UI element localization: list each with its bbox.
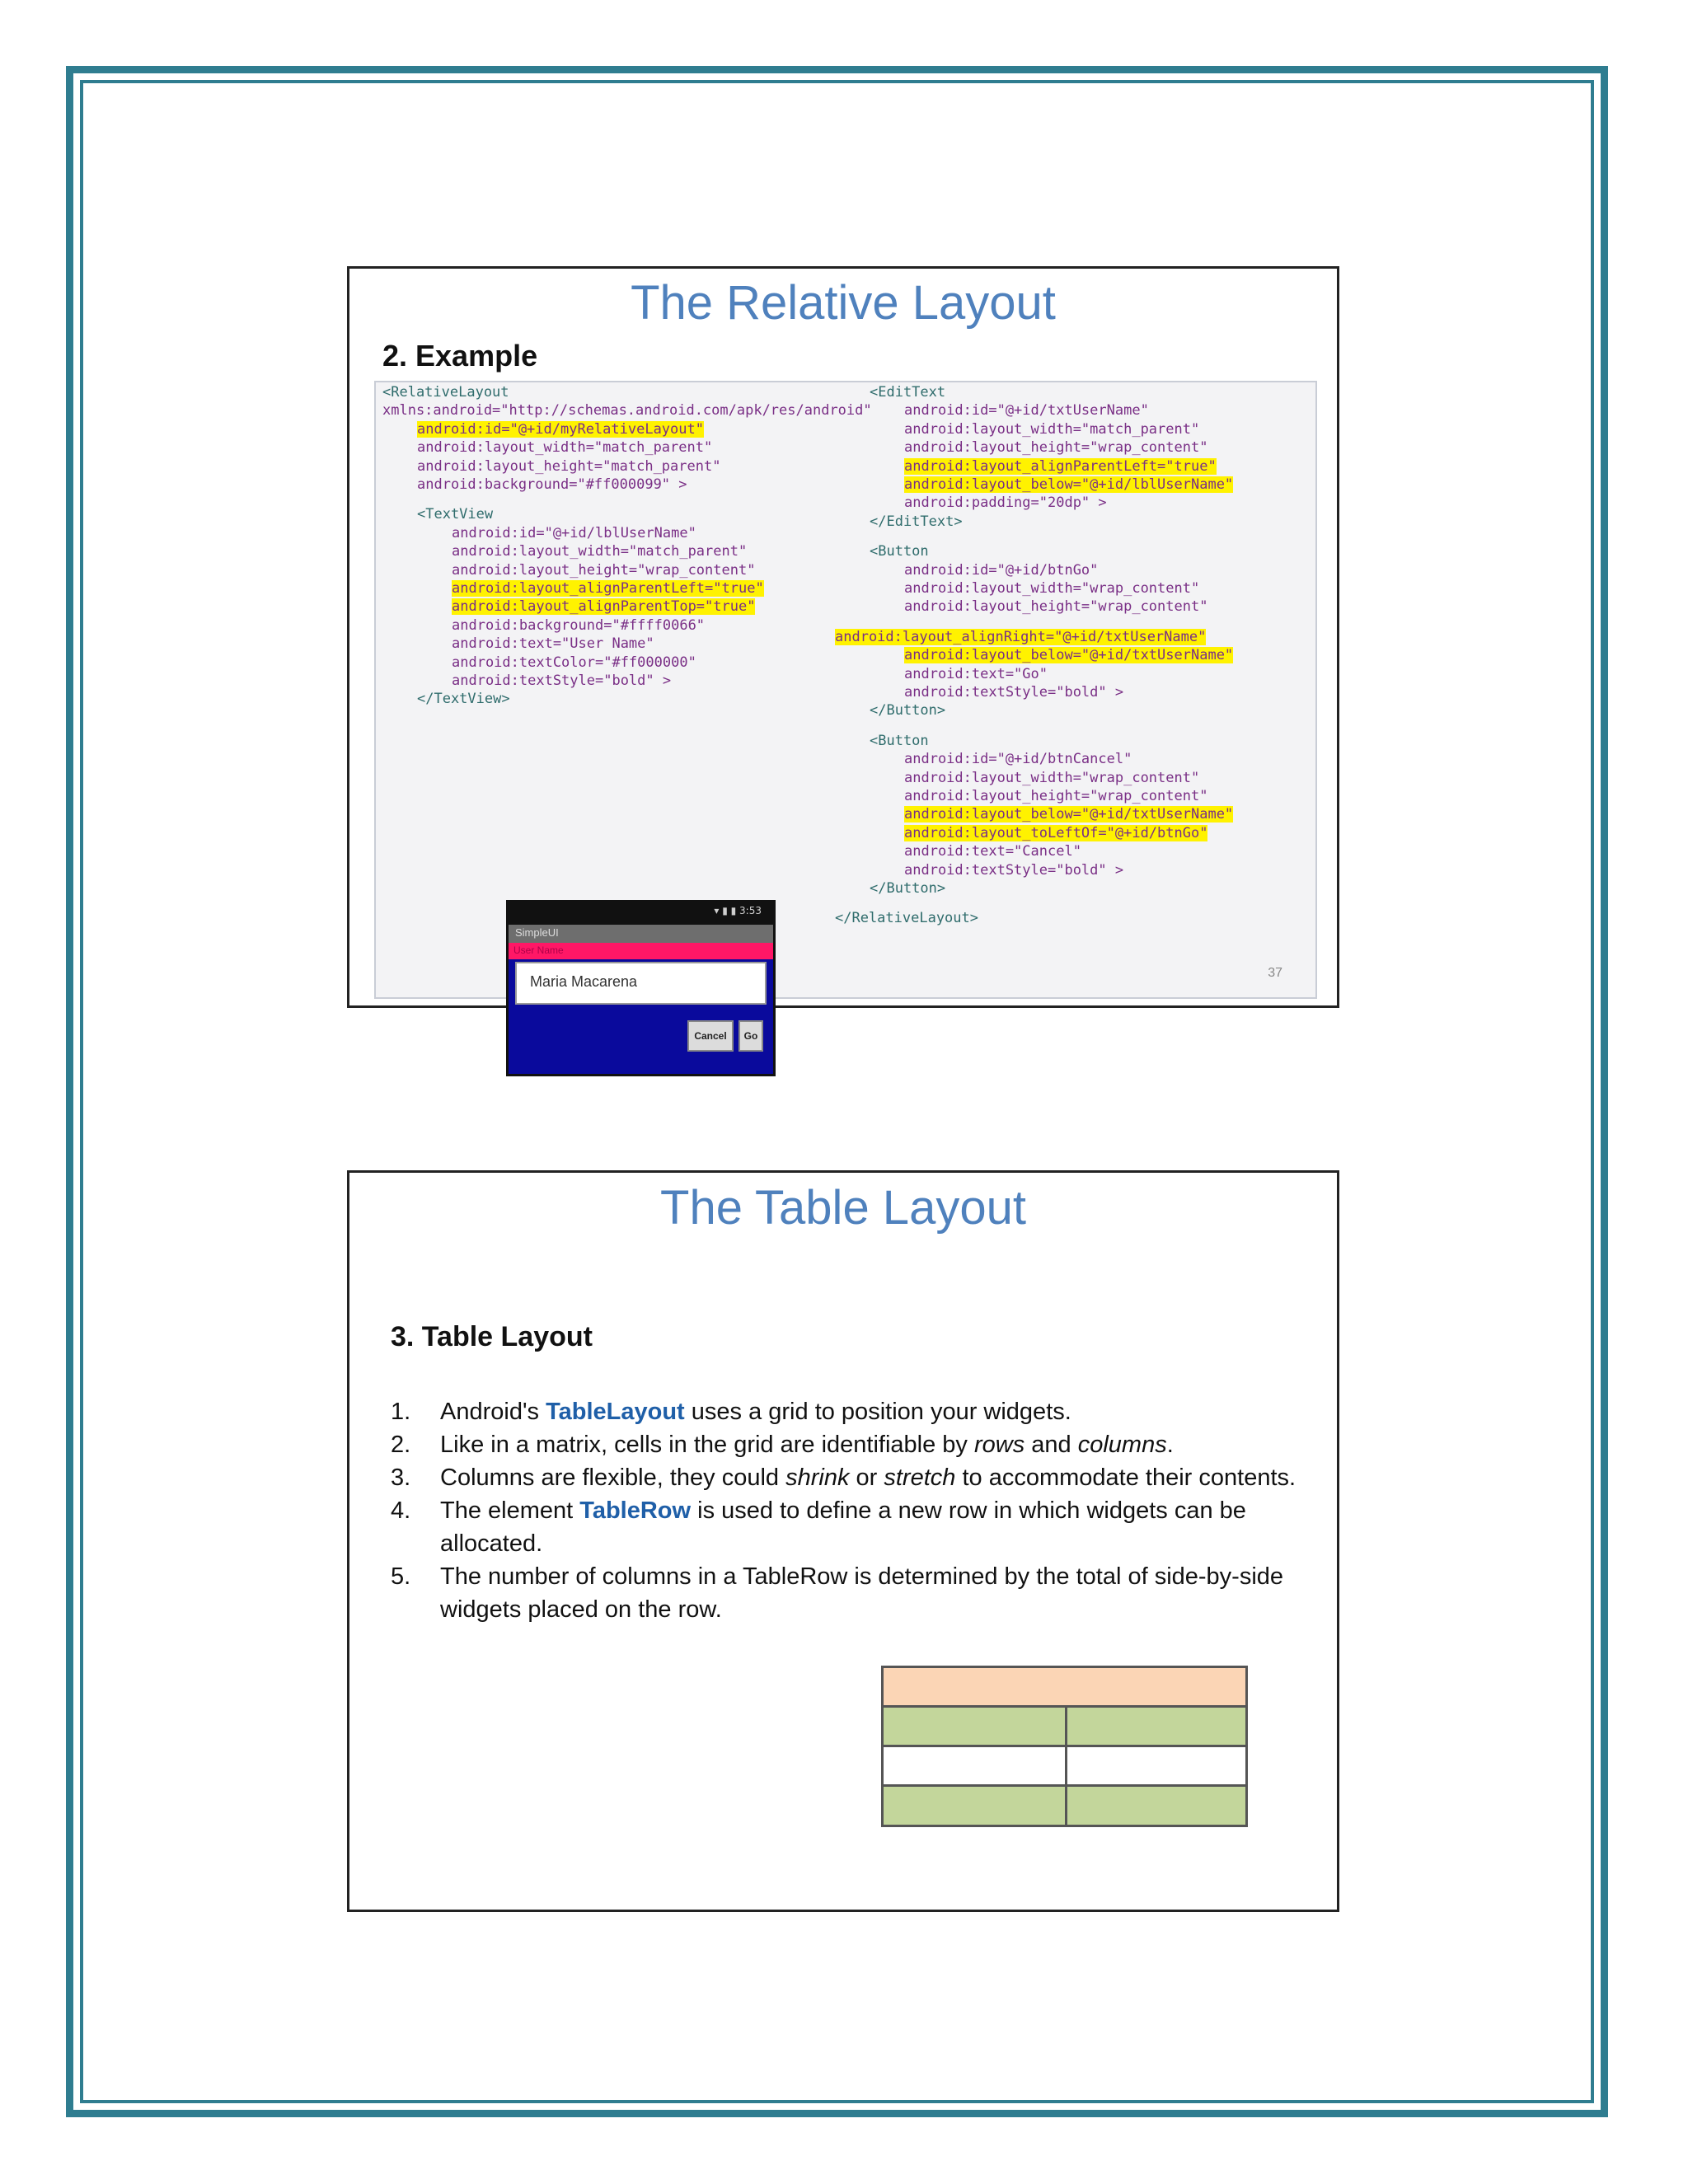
column-divider <box>1065 1708 1067 1825</box>
list-item: 4. The element TableRow is used to define a new row in which widgets can be allocated. <box>391 1494 1297 1560</box>
code-line: android:textStyle="bold" > <box>904 684 1124 701</box>
code-line: <TextView <box>417 506 494 523</box>
code-line: android:textStyle="bold" > <box>904 861 1124 879</box>
user-name-field[interactable] <box>515 962 767 1005</box>
code-line: </Button> <box>870 702 946 719</box>
code-line: android:text="Go" <box>904 665 1048 682</box>
code-line: android:layout_width="match_parent" <box>452 543 748 560</box>
code-line: xmlns:android="http://schemas.android.com/apk/res/android" <box>382 402 872 419</box>
code-line: android:id="@+id/lblUserName" <box>452 524 696 541</box>
code-line: android:layout_width="match_parent" <box>904 420 1200 438</box>
code-line: android:layout_below="@+id/txtUserName" <box>904 647 1234 664</box>
code-line: android:background="#ffff0066" <box>452 616 706 634</box>
slide-table-layout <box>347 1170 1339 1912</box>
slide-title: The Table Layout <box>660 1181 1026 1235</box>
code-line: android:layout_alignParentLeft="true" <box>904 457 1217 475</box>
code-line: android:id="@+id/btnGo" <box>904 561 1099 579</box>
code-line: android:padding="20dp" > <box>904 494 1107 512</box>
code-line: </TextView> <box>417 691 510 708</box>
code-line: <RelativeLayout <box>382 384 509 401</box>
go-button[interactable]: Go <box>738 1020 763 1052</box>
code-line: android:textColor="#ff000000" <box>452 654 696 671</box>
list-item: 1. Android's TableLayout uses a grid to position your widgets. <box>391 1395 1297 1428</box>
list-item-number: 5. <box>391 1563 411 1590</box>
list-item-number: 4. <box>391 1497 411 1524</box>
code-line: android:layout_alignParentLeft="true" <box>452 580 764 597</box>
code-listing <box>374 381 1317 1042</box>
user-name-label <box>509 943 773 959</box>
table-header-row <box>884 1668 1245 1708</box>
code-line: android:id="@+id/btnCancel" <box>904 751 1132 768</box>
code-line: android:layout_toLeftOf="@+id/btnGo" <box>904 824 1208 841</box>
cancel-button[interactable]: Cancel <box>687 1020 734 1052</box>
list-item: 2. Like in a matrix, cells in the grid are identifiable by rows and columns. <box>391 1428 1297 1461</box>
code-line: android:layout_width="wrap_content" <box>904 769 1200 786</box>
code-line: android:layout_alignParentTop="true" <box>452 598 756 616</box>
list-item: 3. Columns are flexible, they could shrink or stretch to accommodate their contents. <box>391 1461 1297 1494</box>
code-line: android:layout_width="wrap_content" <box>904 580 1200 597</box>
code-line: android:id="@+id/txtUserName" <box>904 402 1149 419</box>
app-title-bar <box>509 925 773 943</box>
code-line: <Button <box>870 543 929 560</box>
list-item: 5. The number of columns in a TableRow is determined by the total of side-by-side widgets placed on the row. <box>391 1560 1297 1626</box>
code-line: android:layout_height="wrap_content" <box>904 439 1208 457</box>
code-line: </RelativeLayout> <box>835 910 978 927</box>
user-name-field-value: Maria Macarena <box>530 973 638 990</box>
phone-screenshot <box>506 900 776 1076</box>
code-line: android:id="@+id/myRelativeLayout" <box>417 420 704 438</box>
status-icons: ▾ ▮ ▮ 3:53 <box>714 905 762 916</box>
code-line: android:layout_width="match_parent" <box>417 439 713 457</box>
numbered-list <box>391 1395 1297 1626</box>
status-bar <box>509 902 773 925</box>
list-item-number: 3. <box>391 1465 411 1491</box>
table-grid-figure <box>881 1666 1248 1827</box>
list-item-number: 2. <box>391 1432 411 1458</box>
code-line: android:layout_height="wrap_content" <box>904 598 1208 616</box>
code-line: <EditText <box>870 384 946 401</box>
slide-title: The Relative Layout <box>631 276 1056 330</box>
section-heading: 3. Table Layout <box>391 1321 593 1352</box>
user-name-label-text: User Name <box>513 944 564 956</box>
code-line: android:layout_below="@+id/lblUserName" <box>904 476 1234 493</box>
code-line: android:background="#ff000099" > <box>417 476 687 493</box>
code-line: android:text="User Name" <box>452 635 654 653</box>
code-line: android:layout_height="wrap_content" <box>904 788 1208 804</box>
code-line: android:layout_height="match_parent" <box>417 457 721 475</box>
code-line: android:textStyle="bold" > <box>452 673 672 689</box>
code-line: android:layout_alignRight="@+id/txtUserName" <box>835 628 1207 645</box>
section-heading: 2. Example <box>382 339 538 373</box>
code-line: </EditText> <box>870 513 963 530</box>
code-line: android:layout_height="wrap_content" <box>452 561 756 579</box>
code-line: android:layout_below="@+id/txtUserName" <box>904 806 1234 823</box>
code-line: android:text="Cancel" <box>904 843 1081 860</box>
page-number: 37 <box>1268 966 1282 980</box>
list-item-number: 1. <box>391 1399 411 1425</box>
slide-relative-layout <box>347 266 1339 1042</box>
code-line: </Button> <box>870 880 946 897</box>
code-line: <Button <box>870 732 929 749</box>
app-title: SimpleUI <box>515 926 559 939</box>
